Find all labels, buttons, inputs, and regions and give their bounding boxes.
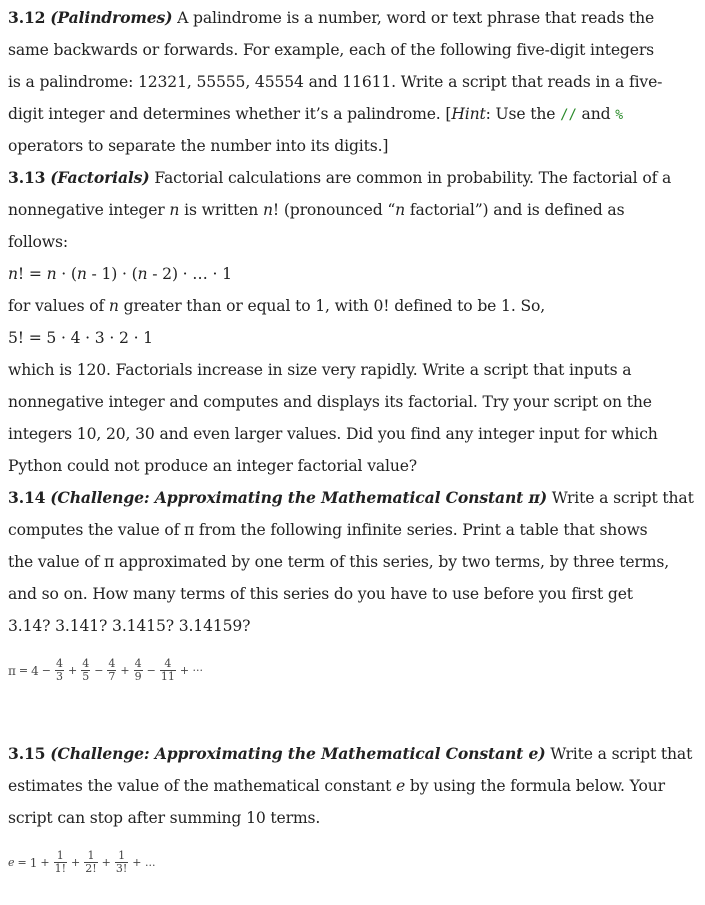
fraction-denominator: 9 xyxy=(134,670,142,683)
var-n: n xyxy=(108,297,119,315)
fraction-denominator: 3! xyxy=(115,862,128,875)
fraction-denominator: 7 xyxy=(108,670,116,683)
fraction-numerator: 4 xyxy=(108,657,116,670)
ex313-text-2c: ! (pronounced “ xyxy=(272,201,396,219)
pi-term-sign: − xyxy=(94,664,104,677)
pi-term-sign: − xyxy=(146,664,156,677)
ex313-line-8: nonnegative integer and computes and displays its factorial. Try your script on the xyxy=(8,393,652,411)
ex312-line-1 xyxy=(8,8,654,28)
ex313-text-5b: greater than or equal to 1, with 0! defined to be 1. So, xyxy=(118,297,546,315)
pi-fraction xyxy=(160,658,176,683)
var-n: n xyxy=(137,265,148,283)
ex314-line-5: 3.14? 3.141? 3.1415? 3.14159? xyxy=(8,617,251,635)
pi-symbol: π xyxy=(8,663,16,678)
e-fraction xyxy=(84,850,97,875)
ex312-text-4a: digit integer and determines whether it’s a palindrome. [ xyxy=(8,105,452,123)
formula-part: ! = xyxy=(17,265,47,283)
ex312-number: 3.12 xyxy=(8,8,46,27)
fraction-denominator: 3 xyxy=(55,670,63,683)
ex312-line-5: operators to separate the number into its digits.] xyxy=(8,137,389,155)
formula-part: · ( xyxy=(56,265,77,283)
ex313-line-2 xyxy=(8,200,624,220)
ex313-text-5a: for values of xyxy=(8,297,109,315)
e-series-formula xyxy=(8,850,159,875)
formula-part: - 1) · ( xyxy=(86,265,138,283)
ex313-line-3: follows: xyxy=(8,233,68,251)
e-term-sign: + xyxy=(40,856,50,869)
pi-term-sign: + xyxy=(120,664,130,677)
ex313-text-2a: nonnegative integer xyxy=(8,201,170,219)
e-fraction xyxy=(54,850,67,875)
series-first-term: 1 xyxy=(29,855,38,870)
ex313-line-5 xyxy=(8,296,545,316)
var-n: n xyxy=(76,265,87,283)
e-symbol: e xyxy=(8,856,15,869)
ex313-line-1 xyxy=(8,168,671,188)
fraction-denominator: 5 xyxy=(82,670,90,683)
fraction-numerator: 4 xyxy=(134,657,142,670)
ex312-title: (Palindromes) xyxy=(50,8,173,27)
ex315-text-1: Write a script that xyxy=(545,745,693,763)
ex315-line-3: script can stop after summing 10 terms. xyxy=(8,809,321,827)
var-n: n xyxy=(8,265,18,283)
pi-fraction xyxy=(55,658,64,683)
ex312-text-4c: and xyxy=(576,105,616,123)
ex314-line-2: computes the value of π from the following infinite series. Print a table that shows xyxy=(8,521,648,539)
fraction-denominator: 1! xyxy=(54,862,67,875)
factorial-example-formula: 5! = 5 · 4 · 3 · 2 · 1 xyxy=(8,329,153,347)
ex313-number: 3.13 xyxy=(8,168,46,187)
ex315-text-2b: by using the formula below. Your xyxy=(405,777,665,795)
ex313-line-7: which is 120. Factorials increase in size very rapidly. Write a script that inputs a xyxy=(8,361,632,379)
ex312-line-2: same backwards or forwards. For example, each of the following five-digit integers xyxy=(8,41,654,59)
var-e: e xyxy=(396,777,406,795)
modulo-operator: % xyxy=(615,108,623,123)
pi-fraction xyxy=(134,658,143,683)
ex312-line-3: is a palindrome: 12321, 55555, 45554 and 11611. Write a script that reads in a five- xyxy=(8,73,663,91)
ex315-text-2a: estimates the value of the mathematical constant xyxy=(8,777,397,795)
ex314-line-4: and so on. How many terms of this series do you have to use before you first get xyxy=(8,585,633,603)
factorial-definition-formula xyxy=(8,264,232,284)
pi-term-sign: + xyxy=(67,664,78,677)
fraction-numerator: 4 xyxy=(82,657,90,670)
pi-term-sign: − xyxy=(41,664,51,677)
ex312-text-1: A palindrome is a number, word or text phrase that reads the xyxy=(172,9,655,27)
var-n: n xyxy=(169,201,180,219)
series-tail: + ... xyxy=(132,856,156,869)
e-series-terms xyxy=(37,850,129,875)
ex312-text-4b: : Use the xyxy=(485,105,561,123)
ex313-line-10: Python could not produce an integer factorial value? xyxy=(8,457,418,475)
var-n: n xyxy=(262,201,273,219)
pi-series-terms xyxy=(39,658,177,683)
equals-sign: = xyxy=(17,856,27,869)
formula-part: - 2) · … · 1 xyxy=(147,265,232,283)
ex313-text-2d: factorial”) and is defined as xyxy=(405,201,625,219)
ex313-text-1: Factorial calculations are common in probability. The factorial of a xyxy=(149,169,672,187)
e-term-sign: + xyxy=(101,856,111,869)
var-n: n xyxy=(395,201,406,219)
ex315-line-2 xyxy=(8,776,665,796)
fraction-numerator: 1 xyxy=(118,849,126,862)
hint-label: Hint xyxy=(451,105,486,123)
ex313-text-2b: is written xyxy=(179,201,263,219)
fraction-denominator: 11 xyxy=(160,670,175,683)
ex313-title: (Factorials) xyxy=(50,168,150,187)
series-tail: + ··· xyxy=(179,664,204,677)
series-first-term: 4 xyxy=(31,663,39,678)
e-fraction xyxy=(115,850,128,875)
pi-fraction xyxy=(107,658,116,683)
ex314-number: 3.14 xyxy=(8,488,46,507)
fraction-numerator: 4 xyxy=(164,657,172,670)
floor-div-operator: // xyxy=(560,107,577,123)
equals-sign: = xyxy=(18,664,29,677)
var-n: n xyxy=(46,265,57,283)
ex314-text-1: Write a script that xyxy=(547,489,694,507)
ex314-line-3: the value of π approximated by one term of this series, by two terms, by three terms, xyxy=(8,553,670,571)
e-term-sign: + xyxy=(71,856,81,869)
fraction-numerator: 1 xyxy=(56,849,64,862)
ex315-title: (Challenge: Approximating the Mathematical Constant e) xyxy=(50,744,546,763)
ex314-line-1 xyxy=(8,488,694,508)
ex315-number: 3.15 xyxy=(8,744,46,763)
ex314-title: (Challenge: Approximating the Mathematical Constant π) xyxy=(50,488,547,507)
ex313-line-9: integers 10, 20, 30 and even larger values. Did you find any integer input for which xyxy=(8,425,658,443)
fraction-numerator: 1 xyxy=(87,849,95,862)
pi-fraction xyxy=(81,658,90,683)
ex312-line-4 xyxy=(8,104,623,126)
fraction-numerator: 4 xyxy=(55,657,63,670)
fraction-denominator: 2! xyxy=(85,862,97,875)
pi-series-formula xyxy=(8,658,206,683)
ex315-line-1 xyxy=(8,744,692,764)
